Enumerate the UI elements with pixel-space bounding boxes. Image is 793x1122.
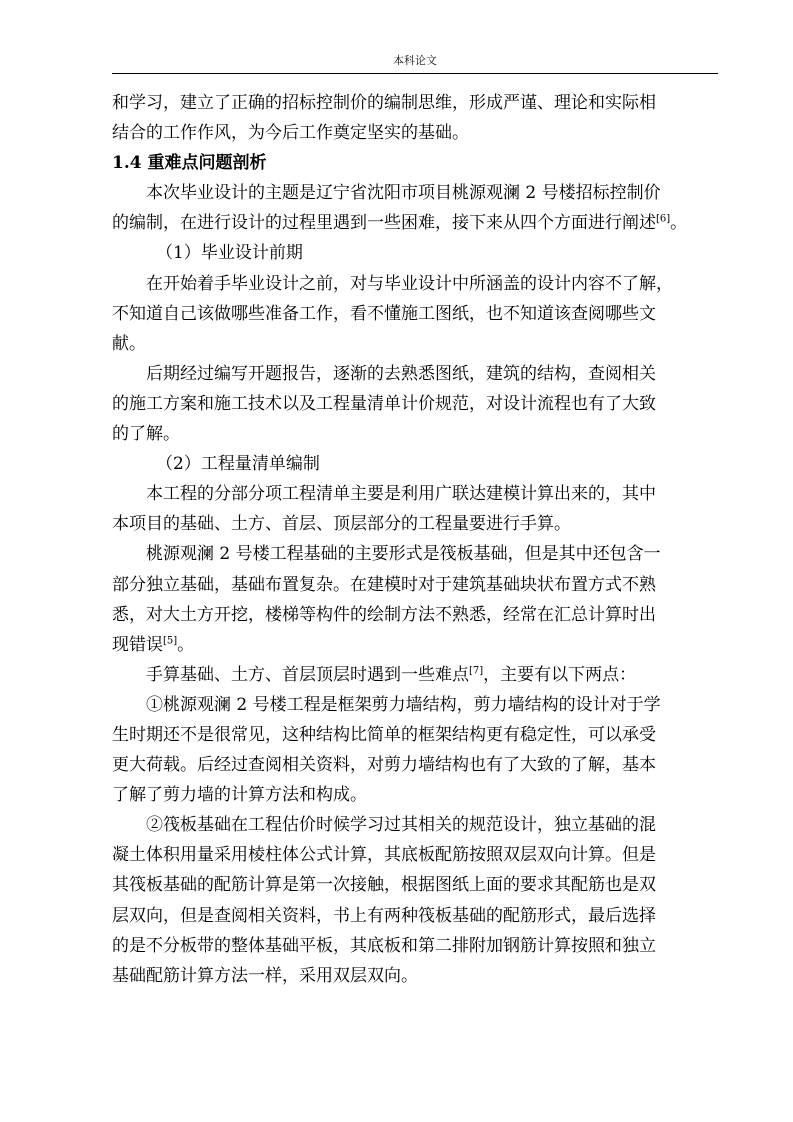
paragraph-line: 层双向，但是查阅相关资料，书上有两种筏板基础的配筋形式，最后选择 xyxy=(112,905,656,926)
paragraph-line: 和学习，建立了正确的招标控制价的编制思维，形成严谨、理论和实际相 xyxy=(112,93,656,113)
paragraph-text: ，主要有以下两点： xyxy=(483,664,637,685)
running-header: 本科论文 xyxy=(393,54,437,67)
paragraph-line: 部分独立基础，基础布置复杂。在建模时对于建筑基础块状布置方式不熟 xyxy=(112,574,656,595)
paragraph-text: 。 xyxy=(670,213,688,234)
paragraph-text: 的编制，在进行设计的过程里遇到一些困难，接下来从四个方面进行阐述 xyxy=(112,213,656,234)
paragraph-text: 现错误 xyxy=(112,634,163,655)
paragraph-line xyxy=(112,660,720,690)
paragraph-line: 悉，对大土方开挖，楼梯等构件的绘制方法不熟悉，经常在汇总计算时出 xyxy=(112,604,656,625)
paragraph-line: 本次毕业设计的主题是辽宁省沈阳市项目桃源观澜 2 号楼招标控制价 xyxy=(146,183,661,204)
paragraph-line: 桃源观澜 2 号楼工程基础的主要形式是筏板基础，但是其中还包含一 xyxy=(146,544,661,565)
paragraph-line: 本项目的基础、土方、首层、顶层部分的工程量要进行手算。 xyxy=(112,514,571,535)
section-heading: 1.4 重难点问题剖析 xyxy=(112,153,267,174)
subsection-heading: （2）工程量清单编制 xyxy=(156,454,320,475)
paragraph-line xyxy=(112,208,720,238)
paragraph-text: 。 xyxy=(177,634,195,655)
paragraph-line: 了解了剪力墙的计算方法和构成。 xyxy=(112,785,367,806)
paragraph-line: 后期经过编写开题报告，逐渐的去熟悉图纸，建筑的结构，查阅相关 xyxy=(146,363,656,384)
paragraph-line: 的了解。 xyxy=(112,424,180,445)
paragraph-line: 的是不分板带的整体基础平板，其底板和第二排附加钢筋计算按照和独立 xyxy=(112,935,656,956)
paragraph-line: ②筏板基础在工程估价时候学习过其相关的规范设计，独立基础的混 xyxy=(146,815,656,836)
paragraph-line: 的施工方案和施工技术以及工程量清单计价规范，对设计流程也有了大致 xyxy=(112,393,656,414)
paragraph-line: 凝土体积用量采用棱柱体公式计算，其底板配筋按照双层双向计算。但是 xyxy=(112,845,656,866)
citation-ref: [5] xyxy=(163,635,178,647)
paragraph-line: 在开始着手毕业设计之前，对与毕业设计中所涵盖的设计内容不了解， xyxy=(146,273,673,294)
document-body xyxy=(112,88,720,991)
paragraph-line: ①桃源观澜 2 号楼工程是框架剪力墙结构，剪力墙结构的设计对于学 xyxy=(146,694,661,715)
citation-ref: [7] xyxy=(469,665,484,677)
paragraph-line xyxy=(112,630,720,660)
header-rule xyxy=(112,73,718,74)
paragraph-line: 更大荷载。后经过查阅相关资料，对剪力墙结构也有了大致的了解，基本 xyxy=(112,755,656,776)
paragraph-text: 手算基础、土方、首层顶层时遇到一些难点 xyxy=(146,664,469,685)
paragraph-line: 不知道自己该做哪些准备工作，看不懂施工图纸，也不知道该查阅哪些文 xyxy=(112,303,656,324)
paragraph-line: 其筏板基础的配筋计算是第一次接触，根据图纸上面的要求其配筋也是双 xyxy=(112,875,656,896)
paragraph-line: 生时期还不是很常见，这种结构比简单的框架结构更有稳定性，可以承受 xyxy=(112,724,656,745)
subsection-heading: （1）毕业设计前期 xyxy=(156,243,303,264)
paragraph-line: 结合的工作作风，为今后工作奠定坚实的基础。 xyxy=(112,123,469,144)
citation-ref: [6] xyxy=(656,213,671,225)
paragraph-line: 本工程的分部分项工程清单主要是利用广联达建模计算出来的，其中 xyxy=(146,484,656,505)
paragraph-line: 基础配筋计算方法一样，采用双层双向。 xyxy=(112,965,418,986)
paragraph-line: 献。 xyxy=(112,333,146,354)
